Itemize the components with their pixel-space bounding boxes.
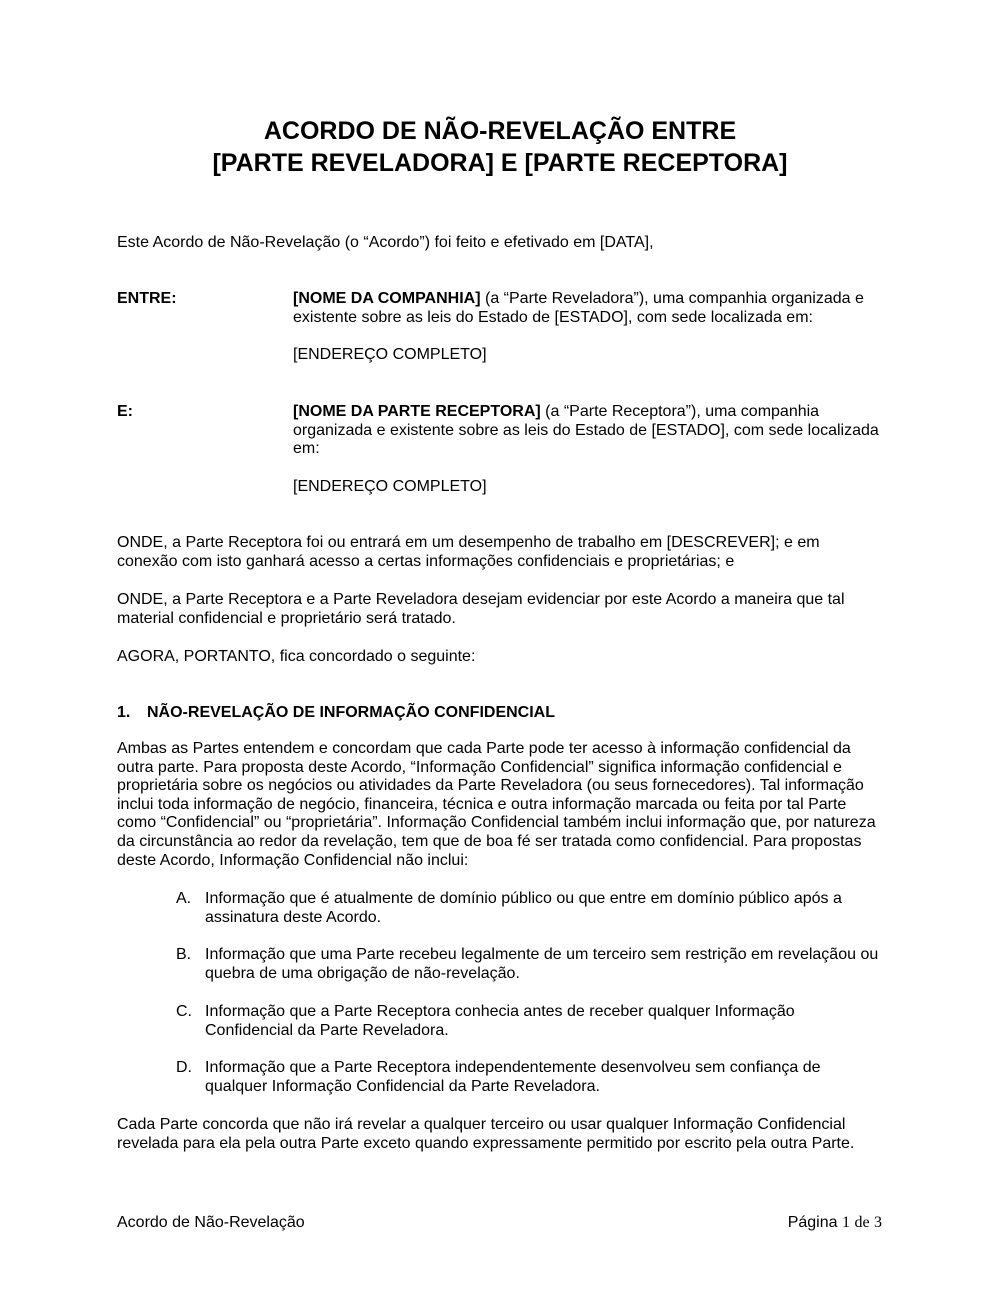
footer-of-label: de bbox=[854, 1214, 870, 1231]
recital-3: AGORA, PORTANTO, fica concordado o seguinte: bbox=[117, 648, 476, 665]
party-1-label: ENTRE: bbox=[117, 290, 177, 307]
recital-1: ONDE, a Parte Receptora foi ou entrará em um desempenho de trabalho em [DESCREVER]; e em conexão com isto ganhará acesso a certas informações confidenciais e proprietárias; e bbox=[117, 534, 820, 570]
list-item-letter: B. bbox=[176, 946, 192, 963]
list-item-text: Informação que é atualmente de domínio público ou que entre em domínio público após a assinatura deste Acordo. bbox=[205, 890, 842, 926]
list-item-letter: D. bbox=[176, 1059, 192, 1076]
intro-paragraph: Este Acordo de Não-Revelação (o “Acordo”) foi feito e efetivado em [DATA], bbox=[117, 234, 654, 251]
section-1-closing: Cada Parte concorda que não irá revelar a qualquer terceiro ou usar qualquer Informação Confidencial revelada para ela pela outra Parte exceto quando expressamente permitido por escrito pela outra Parte. bbox=[117, 1116, 855, 1152]
party-2-label: E: bbox=[117, 403, 133, 420]
party-2-address: [ENDEREÇO COMPLETO] bbox=[293, 478, 487, 495]
list-item-text: Informação que a Parte Receptora conhecia antes de receber qualquer Informação Confidencial da Parte Reveladora. bbox=[205, 1003, 795, 1039]
footer-page-label: Página bbox=[787, 1214, 838, 1231]
section-1-body: Ambas as Partes entendem e concordam que cada Parte pode ter acesso à informação confidencial da outra parte. Para proposta deste Acordo, “Informação Confidencial” significa informação confidencial e proprietária sobre os negócios ou atividades da Parte Reveladora (ou seus fornecedores). Tal informação inclui toda informação de negócio, financeira, técnica e outra informação marcada ou feita por tal Parte como “Confidencial” ou “proprietária”. Informação Confidencial também inclui informação que, por natureza da circunstância ao redor da revelação, tem que de boa fé ser tratada como confidencial. Para propostas deste Acordo, Informação Confidencial não inclui: bbox=[117, 740, 876, 869]
party-2-name: [NOME DA PARTE RECEPTORA] bbox=[293, 403, 541, 420]
footer-page-number bbox=[788, 1214, 882, 1233]
document-title bbox=[0, 115, 1000, 179]
recital-2: ONDE, a Parte Receptora e a Parte Reveladora desejam evidenciar por este Acordo a maneira que tal material confidencial e proprietário será tratado. bbox=[117, 591, 845, 627]
section-1-number: 1. bbox=[117, 704, 131, 721]
list-item-letter: C. bbox=[176, 1003, 192, 1020]
list-item-text: Informação que a Parte Receptora independentemente desenvolveu sem confiança de qualquer Informação Confidencial da Parte Reveladora. bbox=[205, 1059, 821, 1095]
title-line-1: ACORDO DE NÃO-REVELAÇÃO ENTRE bbox=[263, 117, 737, 145]
party-1-description bbox=[293, 290, 883, 327]
party-1-name: [NOME DA COMPANHIA] bbox=[293, 290, 481, 307]
list-item-letter: A. bbox=[176, 890, 192, 907]
party-2-description bbox=[293, 403, 883, 459]
footer-page-total: 3 bbox=[874, 1214, 882, 1231]
party-1-text: (a “Parte Reveladora”), uma companhia organizada e existente sobre as leis do Estado de [ESTADO], com sede localizada em: bbox=[293, 290, 864, 326]
section-1-title: NÃO-REVELAÇÃO DE INFORMAÇÃO CONFIDENCIAL bbox=[147, 704, 555, 721]
section-1-heading bbox=[117, 704, 555, 723]
party-2-text: (a “Parte Receptora”), uma companhia organizada e existente sobre as leis do Estado de [ESTADO], com sede localizada em: bbox=[293, 403, 879, 458]
party-1-address: [ENDEREÇO COMPLETO] bbox=[293, 346, 487, 363]
footer-page-current: 1 bbox=[841, 1214, 850, 1231]
title-line-2: [PARTE REVELADORA] E [PARTE RECEPTORA] bbox=[212, 149, 788, 177]
footer-document-name: Acordo de Não-Revelação bbox=[117, 1214, 305, 1231]
list-item-text: Informação que uma Parte recebeu legalmente de um terceiro sem restrição em revelaçãou ou quebra de uma obrigação de não-revelação. bbox=[205, 946, 879, 982]
